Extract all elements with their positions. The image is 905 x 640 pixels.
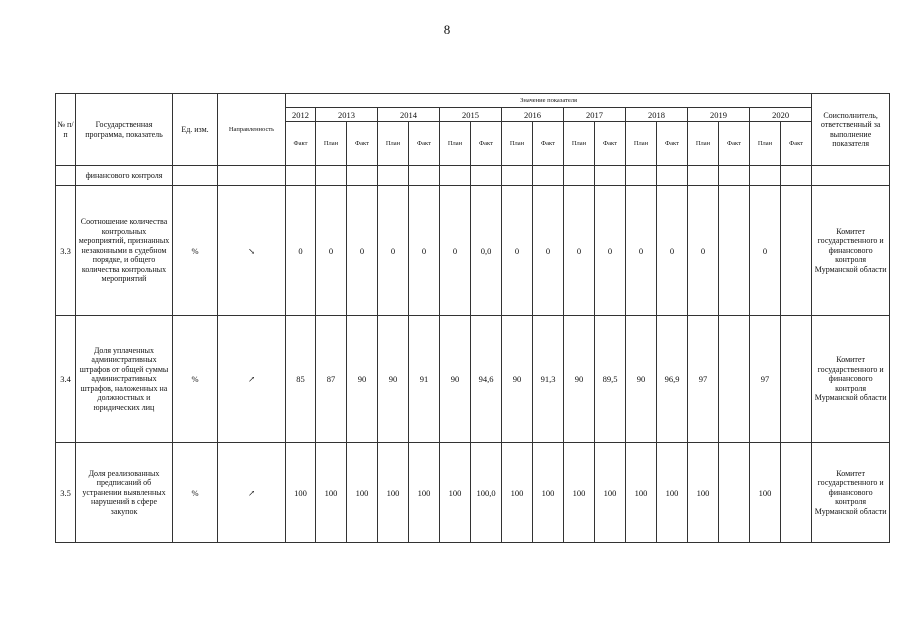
subheader-fact: Факт <box>533 122 564 166</box>
column-header-values: Значение показателя <box>286 94 812 108</box>
value-cell: 100 <box>286 443 316 543</box>
subheader-plan: План <box>378 122 409 166</box>
value-cell: 97 <box>750 316 781 443</box>
row-number: 3.3 <box>56 186 76 316</box>
year-header-2016: 2016 <box>502 108 564 122</box>
value-cell: 87 <box>316 316 347 443</box>
value-cell: 85 <box>286 316 316 443</box>
subheader-plan: План <box>502 122 533 166</box>
value-cell <box>719 443 750 543</box>
value-cell: 100 <box>440 443 471 543</box>
value-cell: 90 <box>564 316 595 443</box>
value-cell: 0 <box>347 186 378 316</box>
arrow-up-right-icon: ↗ <box>218 443 286 543</box>
value-cell: 100 <box>347 443 378 543</box>
value-cell: 90 <box>378 316 409 443</box>
subheader-fact: Факт <box>409 122 440 166</box>
column-header-executor: Соисполнитель, ответственный за выполнение показателя <box>812 94 890 166</box>
value-cell: 0 <box>286 186 316 316</box>
continuation-text: финансового контроля <box>76 166 173 186</box>
value-cell: 100,0 <box>471 443 502 543</box>
value-cell: 100 <box>750 443 781 543</box>
value-cell: 0 <box>750 186 781 316</box>
year-header-2012: 2012 <box>286 108 316 122</box>
table-row <box>56 316 890 443</box>
indicators-table <box>55 93 890 543</box>
value-cell <box>781 316 812 443</box>
year-header-2013: 2013 <box>316 108 378 122</box>
subheader-fact: Факт <box>471 122 502 166</box>
subheader-fact: Факт <box>347 122 378 166</box>
value-cell <box>719 186 750 316</box>
value-cell: 96,9 <box>657 316 688 443</box>
value-cell: 90 <box>347 316 378 443</box>
value-cell: 0 <box>626 186 657 316</box>
column-header-unit: Ед. изм. <box>173 94 218 166</box>
executor-cell: Комитет государственного и финансового контроля Мурманской области <box>812 316 890 443</box>
indicator-name: Доля уплаченных административных штрафов от общей суммы административных штрафов, наложенных на должностных и юридических лиц <box>76 316 173 443</box>
row-number: 3.4 <box>56 316 76 443</box>
value-cell: 100 <box>688 443 719 543</box>
value-cell: 100 <box>657 443 688 543</box>
year-header-2018: 2018 <box>626 108 688 122</box>
value-cell <box>781 443 812 543</box>
page-number: 8 <box>443 22 451 37</box>
value-cell: 100 <box>595 443 626 543</box>
unit-cell: % <box>173 443 218 543</box>
year-header-2015: 2015 <box>440 108 502 122</box>
value-cell: 89,5 <box>595 316 626 443</box>
year-header-2019: 2019 <box>688 108 750 122</box>
indicator-name: Доля реализованных предписаний об устранении выявленных нарушений в сфере закупок <box>76 443 173 543</box>
arrow-down-right-icon: ↘ <box>218 186 286 316</box>
value-cell: 100 <box>626 443 657 543</box>
subheader-fact: Факт <box>719 122 750 166</box>
value-cell: 100 <box>378 443 409 543</box>
column-header-program: Государственная программа, показатель <box>76 94 173 166</box>
year-header-2017: 2017 <box>564 108 626 122</box>
subheader-plan: План <box>316 122 347 166</box>
value-cell <box>719 316 750 443</box>
value-cell: 90 <box>626 316 657 443</box>
value-cell: 100 <box>564 443 595 543</box>
unit-cell: % <box>173 316 218 443</box>
value-cell: 91,3 <box>533 316 564 443</box>
value-cell: 100 <box>502 443 533 543</box>
value-cell: 0 <box>564 186 595 316</box>
subheader-plan: План <box>440 122 471 166</box>
value-cell: 0 <box>657 186 688 316</box>
value-cell: 0 <box>502 186 533 316</box>
row-number: 3.5 <box>56 443 76 543</box>
value-cell: 0 <box>688 186 719 316</box>
value-cell: 94,6 <box>471 316 502 443</box>
value-cell: 100 <box>533 443 564 543</box>
value-cell: 0 <box>440 186 471 316</box>
value-cell <box>781 186 812 316</box>
arrow-up-right-icon: ↗ <box>218 316 286 443</box>
value-cell: 100 <box>316 443 347 543</box>
subheader-plan: План <box>688 122 719 166</box>
subheader-plan: План <box>564 122 595 166</box>
value-cell: 0 <box>409 186 440 316</box>
year-header-2014: 2014 <box>378 108 440 122</box>
subheader-plan: План <box>750 122 781 166</box>
value-cell: 90 <box>502 316 533 443</box>
value-cell: 91 <box>409 316 440 443</box>
executor-cell: Комитет государственного и финансового контроля Мурманской области <box>812 443 890 543</box>
subheader-fact: Факт <box>286 122 316 166</box>
table-row <box>56 443 890 543</box>
column-header-num: № п/п <box>56 94 76 166</box>
continuation-row <box>56 166 890 186</box>
value-cell: 0 <box>316 186 347 316</box>
value-cell: 97 <box>688 316 719 443</box>
value-cell: 0,0 <box>471 186 502 316</box>
executor-cell: Комитет государственного и финансового контроля Мурманской области <box>812 186 890 316</box>
value-cell: 0 <box>533 186 564 316</box>
value-cell: 90 <box>440 316 471 443</box>
table-row <box>56 186 890 316</box>
year-header-2020: 2020 <box>750 108 812 122</box>
value-cell: 0 <box>378 186 409 316</box>
subheader-fact: Факт <box>781 122 812 166</box>
indicator-name: Соотношение количества контрольных мероприятий, признанных незаконными в судебном порядке, и общего количества контрольных мероприятий <box>76 186 173 316</box>
subheader-plan: План <box>626 122 657 166</box>
value-cell: 100 <box>409 443 440 543</box>
subheader-fact: Факт <box>595 122 626 166</box>
unit-cell: % <box>173 186 218 316</box>
subheader-fact: Факт <box>657 122 688 166</box>
column-header-direction: Направленность <box>218 94 286 166</box>
value-cell: 0 <box>595 186 626 316</box>
